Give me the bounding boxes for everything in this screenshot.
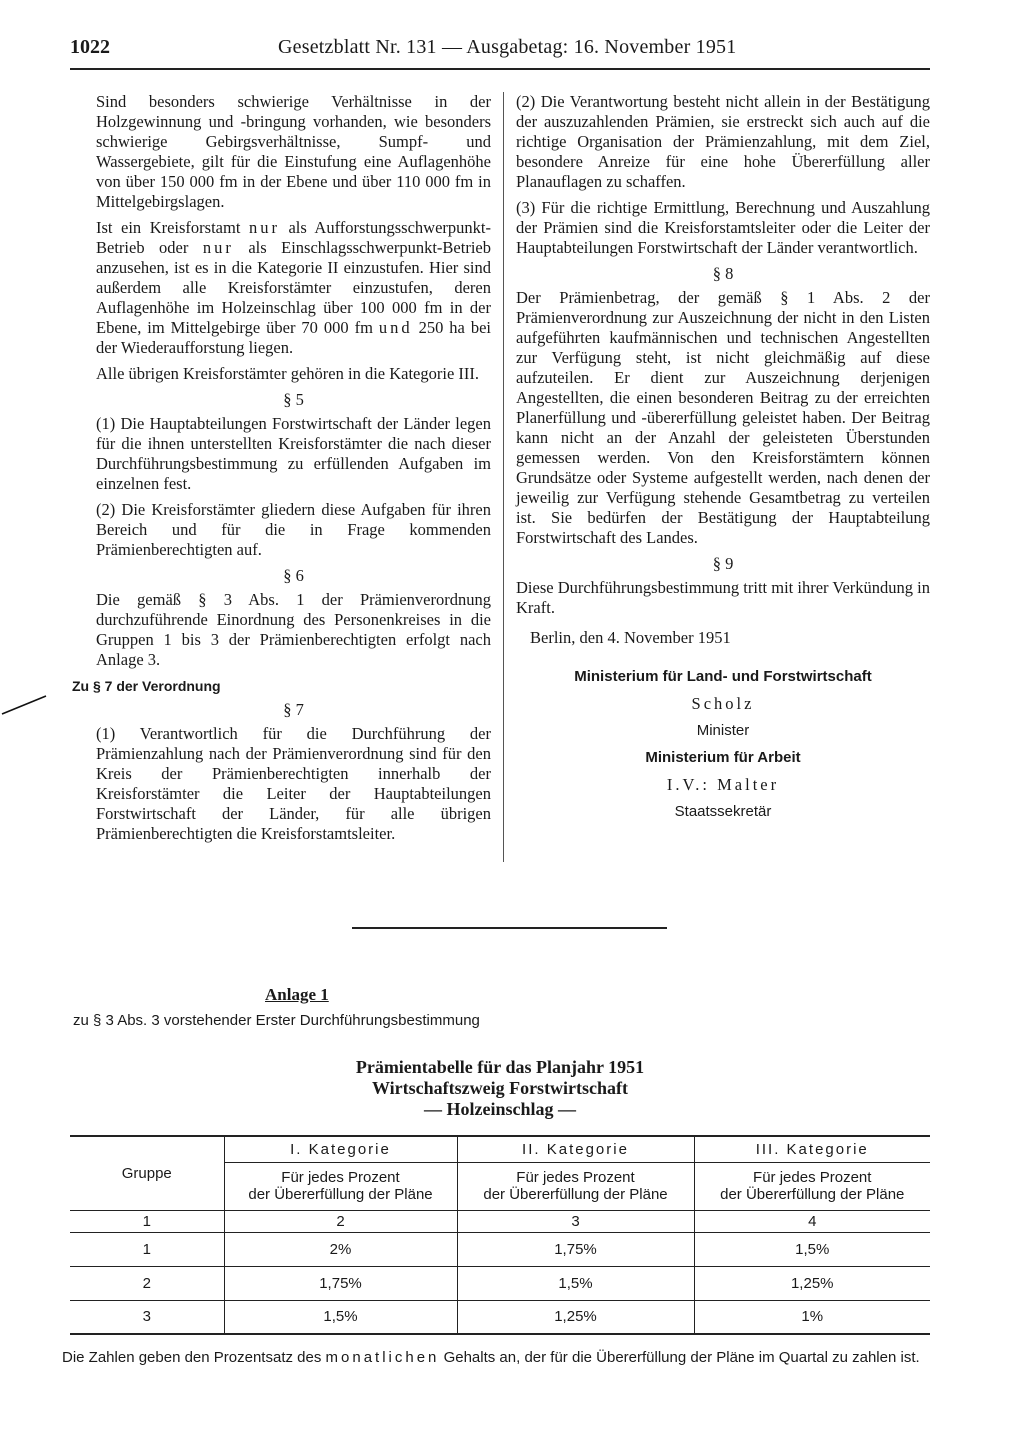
table-cell: 3 (457, 1210, 694, 1232)
subheader-line: der Übererfüllung der Pläne (720, 1186, 905, 1203)
text-run: 250 ha bei der Wiederaufforstung liegen. (96, 318, 491, 357)
column-subheader (694, 1162, 930, 1210)
page-header (70, 28, 930, 70)
text-run: Die Zahlen geben den Prozentsatz des (62, 1349, 326, 1366)
section-heading: § 9 (712, 554, 734, 573)
subheader-line: der Übererfüllung der Pläne (248, 1186, 433, 1203)
column-subheader (457, 1162, 694, 1210)
column-header-kategorie-1: I. Kategorie (224, 1136, 457, 1162)
emphasis-nur: nur (248, 218, 280, 237)
place-date: Berlin, den 4. November 1951 (530, 628, 731, 647)
ministry-name: Ministerium für Arbeit (645, 749, 801, 766)
subheader-line: Für jedes Prozent (516, 1169, 635, 1186)
table-cell: 1,75% (457, 1232, 694, 1266)
paragraph: Die gemäß § 3 Abs. 1 der Prämienverordnung durchzuführende Einordnung des Personenkreises in die Gruppen 1 bis 3 der Prämienberechtigten erfolgt nach Anlage 3. (96, 590, 491, 669)
signatory-title: Staatssekretär (674, 803, 772, 820)
signatory-title: Minister (696, 722, 750, 739)
emphasis-und: und (378, 318, 413, 337)
left-column (72, 92, 491, 850)
column-subheader (224, 1162, 457, 1210)
subheader-line: der Übererfüllung der Pläne (483, 1186, 668, 1203)
signatory-name: Scholz (691, 694, 755, 713)
paragraph: (1) Verantwortlich für die Durchführung der Prämienzahlung nach der Prämienverordnung sind für den Kreis der Prämienberechtigten innerhalb der Kreisforstämter die Leiter der Hauptabteilungen Forstwirtschaft der Länder, für alle übrigen Prämienberechtigten die Kreisforstamtsleiter. (96, 724, 491, 843)
text-run: als Aufforstungsschwerpunkt-Betrieb oder (96, 218, 491, 257)
table-subtitle: Wirtschaftszweig Forstwirtschaft (371, 1078, 629, 1098)
table-cell: 1,25% (694, 1266, 930, 1300)
paragraph: (3) Für die richtige Ermittlung, Berechnung und Auszahlung der Prämien sind die Kreisforstamtsleiter oder die Leiter der Hauptabteilungen Forstwirtschaft der Länder verantwortlich. (516, 198, 930, 257)
table-footnote (62, 1348, 930, 1367)
section-heading: § 7 (283, 700, 304, 719)
appendix-heading: Anlage 1 (265, 985, 329, 1004)
gazette-title: Gesetzblatt Nr. 131 — Ausgabetag: 16. November 1951 (278, 36, 737, 58)
table-cell: 2% (224, 1232, 457, 1266)
table-cell: 1,5% (224, 1300, 457, 1334)
emphasis-monatlichen: monatlichen (325, 1349, 440, 1366)
table-row (70, 1300, 930, 1334)
subheader-line: Für jedes Prozent (281, 1169, 400, 1186)
table-cell: 1,75% (224, 1266, 457, 1300)
appendix-subheading: zu § 3 Abs. 3 vorstehender Erster Durchführungsbestimmung (73, 1012, 480, 1029)
text-run: Gehalts an, der für die Übererfüllung der Pläne im Quartal zu zahlen ist. (439, 1349, 920, 1366)
table-cell: 1 (70, 1232, 224, 1266)
table-title: Prämientabelle für das Planjahr 1951 (355, 1057, 645, 1077)
section-heading: § 8 (712, 264, 734, 283)
margin-pen-mark (0, 688, 50, 718)
section-heading: § 6 (283, 566, 304, 585)
column-header-gruppe: Gruppe (70, 1136, 224, 1210)
table-cell: 1,5% (694, 1232, 930, 1266)
separator-rule (352, 927, 667, 929)
table-cell: 2 (70, 1266, 224, 1300)
paragraph: Alle übrigen Kreisforstämter gehören in die Kategorie III. (96, 364, 480, 383)
subheading: Zu § 7 der Verordnung (72, 678, 221, 694)
paragraph: (2) Die Kreisforstämter gliedern diese Aufgaben für ihren Bereich und für die in Frage kommenden Prämienberechtigten auf. (96, 500, 491, 559)
table-cell: 1,5% (457, 1266, 694, 1300)
signatory-name: I.V.: Malter (666, 775, 780, 794)
table-cell: 2 (224, 1210, 457, 1232)
paragraph: (1) Die Hauptabteilungen Forstwirtschaft der Länder legen für die ihnen unterstellten Kreisforstämter die nach dieser Durchführungsbestimmung zu erfüllenden Aufgaben im einzelnen fest. (96, 414, 491, 493)
table-cell: 3 (70, 1300, 224, 1334)
subheader-line: Für jedes Prozent (753, 1169, 872, 1186)
emphasis-nur: nur (202, 238, 234, 257)
table-cell: 1,25% (457, 1300, 694, 1334)
text-run: Ist ein Kreisforstamt (96, 218, 249, 237)
table-cell: 1 (70, 1210, 224, 1232)
paragraph: Sind besonders schwierige Verhältnisse in der Holzgewinnung und -bringung vorhanden, wie besonders schwierige Gebirgsverhältnisse, Sumpf- und Wassergebiete, gilt für die Einstufung eine Auflagenhöhe von über 150 000 fm in der Ebene und über 110 000 fm in Mittelgebirgslagen. (96, 92, 491, 211)
right-column (516, 92, 930, 828)
column-header-kategorie-3: III. Kategorie (694, 1136, 930, 1162)
text-run: als Einschlagsschwerpunkt-Betrieb anzusehen, ist es in die Kategorie II einzustufen. Hier sind außerdem alle Kreisforstämter einzustufen, deren Auflagenhöhe im Holzeinschlag über 100 000 fm in der Ebene, im Mittelgebirge über 70 000 fm (96, 238, 491, 337)
paragraph: Diese Durchführungsbestimmung tritt mit ihrer Verkündung in Kraft. (516, 578, 930, 617)
premium-table (70, 1135, 930, 1335)
table-cell: 4 (694, 1210, 930, 1232)
ministry-name: Ministerium für Land- und Forstwirtschaft (574, 668, 872, 685)
paragraph (96, 218, 491, 358)
table-row (70, 1266, 930, 1300)
section-heading: § 5 (283, 390, 304, 409)
column-divider (503, 92, 504, 862)
page-number: 1022 (70, 36, 110, 58)
column-header-kategorie-2: II. Kategorie (457, 1136, 694, 1162)
paragraph: (2) Die Verantwortung besteht nicht allein in der Bestätigung der auszuzahlenden Prämien, sie erstreckt sich auch auf die richtige Organisation der Prämienzahlung, mit dem Ziel, besondere Anreize für eine hohe Übererfüllung aller Planauflagen zu schaffen. (516, 92, 930, 191)
table-row (70, 1210, 930, 1232)
paragraph: Der Prämienbetrag, der gemäß § 1 Abs. 2 der Prämienverordnung zur Auszeichnung der nicht in den Listen aufgeführten kaufmännischen und technischen Angestellten zur Verfügung steht, ist nicht gleichmäßig auf diese aufzuteilen. Er dient zur Auszeichnung derjenigen Angestellten, die einen besonderen Beitrag zu der erreichten Planerfüllung und -übererfüllung geleistet haben. Der Beitrag kann nicht an der Anzahl der geleisteten Überstunden gemessen werden. Von den Kreisforstämtern können Grundsätze oder Systeme aufgestellt werden, nach denen der jeweilig zur Verfügung stehende Gesamtbetrag zu verteilen ist. Sie bedürfen der Bestätigung der Hauptabteilung Forstwirtschaft des Landes. (516, 288, 930, 547)
table-subtitle: — Holzeinschlag — (424, 1099, 576, 1119)
table-row (70, 1232, 930, 1266)
table-cell: 1% (694, 1300, 930, 1334)
